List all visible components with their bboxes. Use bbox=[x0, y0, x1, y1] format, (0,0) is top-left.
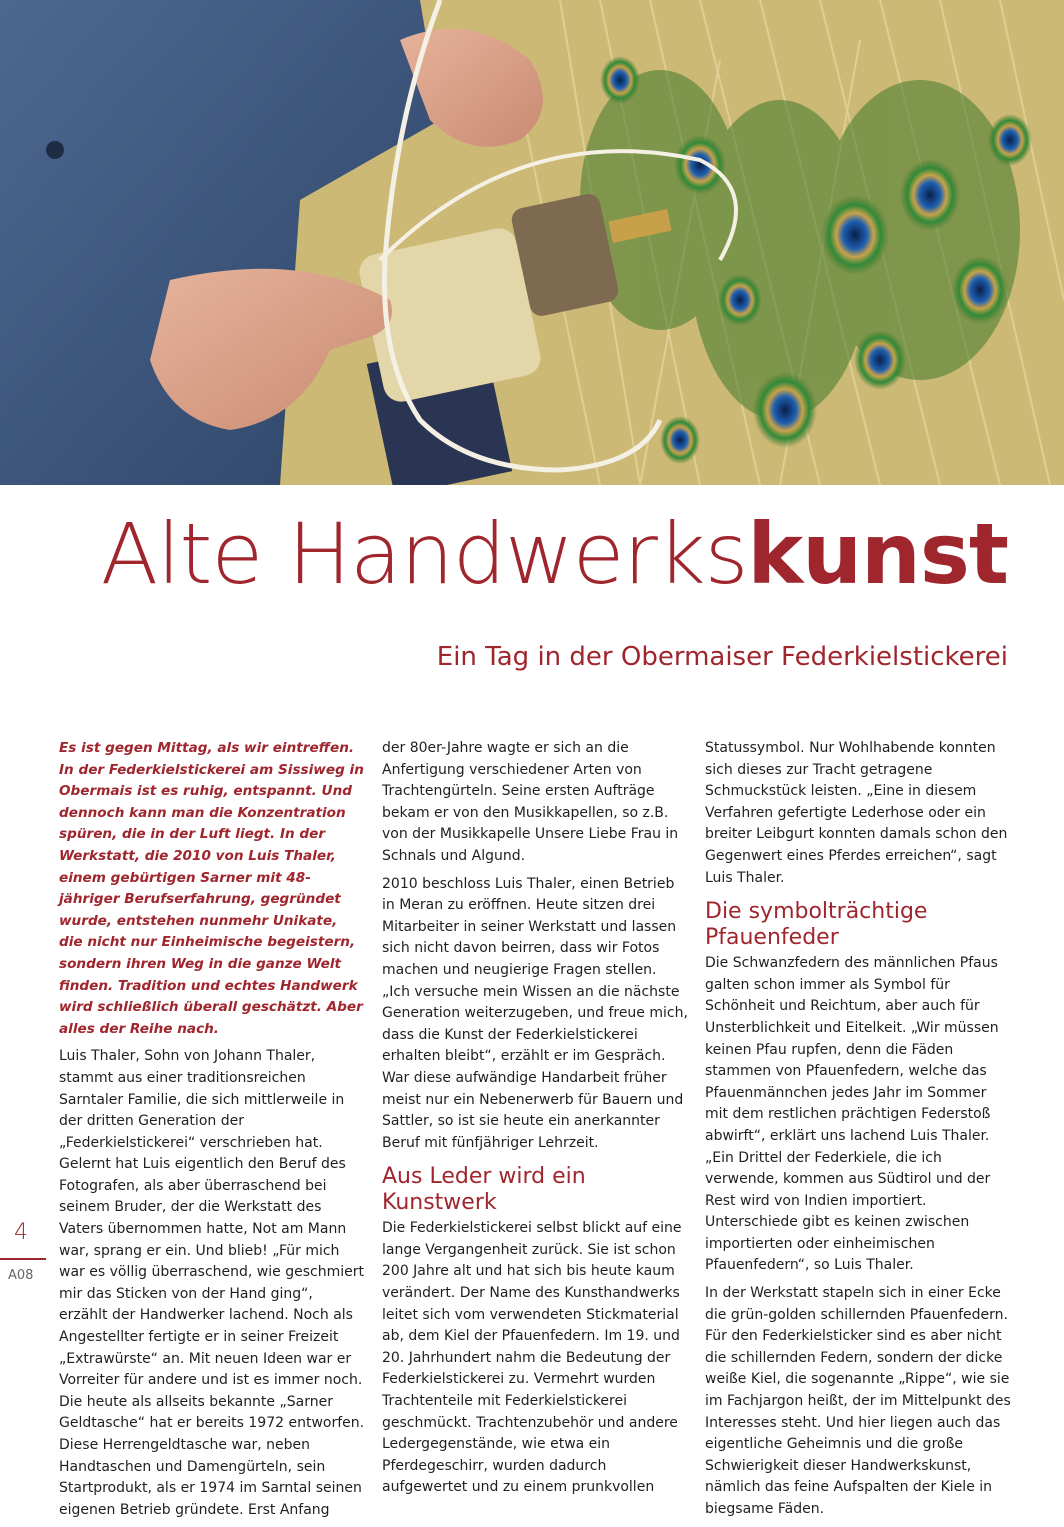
paragraph: 2010 beschloss Luis Thaler, einen Betrieb in Meran zu eröffnen. Heute sitzen drei Mitarbeiter in seiner Werkstatt und lassen sich nicht davon beirren, dass wir Fotos machen und neugierige Fragen stellen. „Ich versuche mein Wissen an die nächste Generation weiterzugeben, und freue mich, dass die Kunst der Federkielstickerei erhalten bleibt“, erzählt er im Gespräch. War diese aufwändige Handarbeit früher meist nur ein Nebenerwerb für Bauern und Sattler, so ist sie heute ein anerkannter Beruf mit fünfjähriger Lehrzeit. bbox=[382, 875, 688, 1151]
article-column-1 bbox=[59, 738, 365, 1527]
page-title bbox=[0, 506, 1008, 603]
title-light: Alte Handwerks bbox=[100, 505, 748, 603]
paragraph: In der Werkstatt stapeln sich in einer Ecke die grün-golden schillernden Pfauenfedern. Für den Federkielsticker sind es aber nicht die schillernden Federn, sondern der dicke weiße Kiel, die sogenannte „Rippe“, wie sie im Fachjargon heißt, der im Mittelpunkt des Interesses steht. Und hier liegen auch das eigentliche Geheimnis und die große Schwierigkeit dieser Handwerkskunst, nämlich das feine Aufspalten der Kiele in biegsame Fäden. bbox=[705, 1285, 1011, 1517]
page-rule bbox=[0, 1258, 46, 1260]
title-bold: kunst bbox=[747, 505, 1008, 603]
article-column-3 bbox=[705, 738, 1011, 1527]
paragraph: der 80er-Jahre wagte er sich an die Anfertigung verschiedener Arten von Trachtengürteln. Seine ersten Aufträge bekam er von den Musikkapellen, so z.B. von der Musikkapelle Unsere Liebe Frau in Schnals und Algund. bbox=[382, 740, 679, 864]
paragraph: Luis Thaler, Sohn von Johann Thaler, stammt aus einer traditionsreichen Sarntaler Familie, die sich mittlerweile in der dritten Generation der „Federkielstickerei“ verschrieben hat. Gelernt hat Luis eigentlich den Beruf des Fotografen, als aber überraschend bei seinem Bruder, der die Werkstatt des Vaters übernommen hatte, Not am Mann war, sprang er ein. Und blieb! „Für mich war es völlig überraschend, wie geschmiert mir das Sticken von der Hand ging“, erzählt der Handwerker lachend. Noch als Angestellter fertigte er in seiner Freizeit „Extrawürste“ an. Mit neuen Ideen war er Vorreiter für andere und ist es immer noch. Die heute als allseits bekannte „Sarner Geldtasche“ hat er bereits 1972 entworfen. Diese Herrengeldtasche war, neben Handtaschen und Damengürteln, sein Startprodukt, als er 1974 im Sarntal seinen eigenen Betrieb gründete. Erst Anfang bbox=[59, 1048, 365, 1518]
lead-paragraph: Es ist gegen Mittag, als wir eintreffen. In der Federkielstickerei am Sissiweg in Obermais ist es ruhig, entspannt. Und dennoch kann man die Konzentration spüren, die in der Luft liegt. In der Werkstatt, die 2010 von Luis Thaler, einem gebürtigen Sarner mit 48-jähriger Berufserfahrung, gegründet wurde, entstehen nunmehr Unikate, die nicht nur Einheimische begeistern, sondern ihren Weg in die ganze Welt finden. Tradition und echtes Handwerk wird schließlich überall geschätzt. Aber alles der Reihe nach. bbox=[59, 740, 364, 1037]
section-heading: Aus Leder wird ein Kunstwerk bbox=[382, 1164, 586, 1216]
page-subtitle: Ein Tag in der Obermaiser Federkielstickerei bbox=[436, 642, 1008, 672]
page-code: A08 bbox=[8, 1268, 34, 1283]
craftsman-peacock-feathers-photo bbox=[0, 0, 1064, 485]
paragraph: Statussymbol. Nur Wohlhabende konnten sich dieses zur Tracht getragene Schmuckstück leisten. „Eine in diesem Verfahren gefertigte Lederhose oder ein breiter Leibgurt konnten damals schon den Gegenwert eines Pferdes erreichen“, sagt Luis Thaler. bbox=[705, 740, 1008, 886]
paragraph: Die Federkielstickerei selbst blickt auf eine lange Vergangenheit zurück. Sie ist schon 200 Jahre alt und hat sich bis heute kaum verändert. Der Name des Kunsthandwerks leitet sich vom verwendeten Stickmaterial ab, dem Kiel der Pfauenfedern. Im 19. und 20. Jahrhundert nahm die Bedeutung der Federkielstickerei zu. Vermehrt wurden Trachtenteile mit Federkielstickerei geschmückt. Trachtenzubehör und andere Ledergegenstände, wie etwa ein Pferdegeschirr, wurden dadurch aufgewertet und zu einem prunkvollen bbox=[382, 1220, 682, 1496]
hero-photo bbox=[0, 0, 1064, 485]
article-column-2 bbox=[382, 738, 688, 1505]
section-heading: Die symbolträchtige Pfauenfeder bbox=[705, 899, 928, 951]
paragraph: Die Schwanzfedern des männlichen Pfaus galten schon immer als Symbol für Schönheit und Reichtum, aber auch für Unsterblichkeit und Eitelkeit. „Wir müssen keinen Pfau rupfen, denn die Fäden stammen von Pfauenfedern, welche das Pfauenmännchen jedes Jahr im Sommer mit dem restlichen prächtigen Federstoß abwirft“, erklärt uns lachend Luis Thaler. „Ein Drittel der Federkiele, die ich verwende, kommen aus Südtirol und der Rest wird von Indien importiert. Unterschiede gibt es keinen zwischen importierten oder einheimischen Pfauenfedern“, so Luis Thaler. bbox=[705, 955, 999, 1274]
page-number: 4 bbox=[14, 1220, 28, 1245]
